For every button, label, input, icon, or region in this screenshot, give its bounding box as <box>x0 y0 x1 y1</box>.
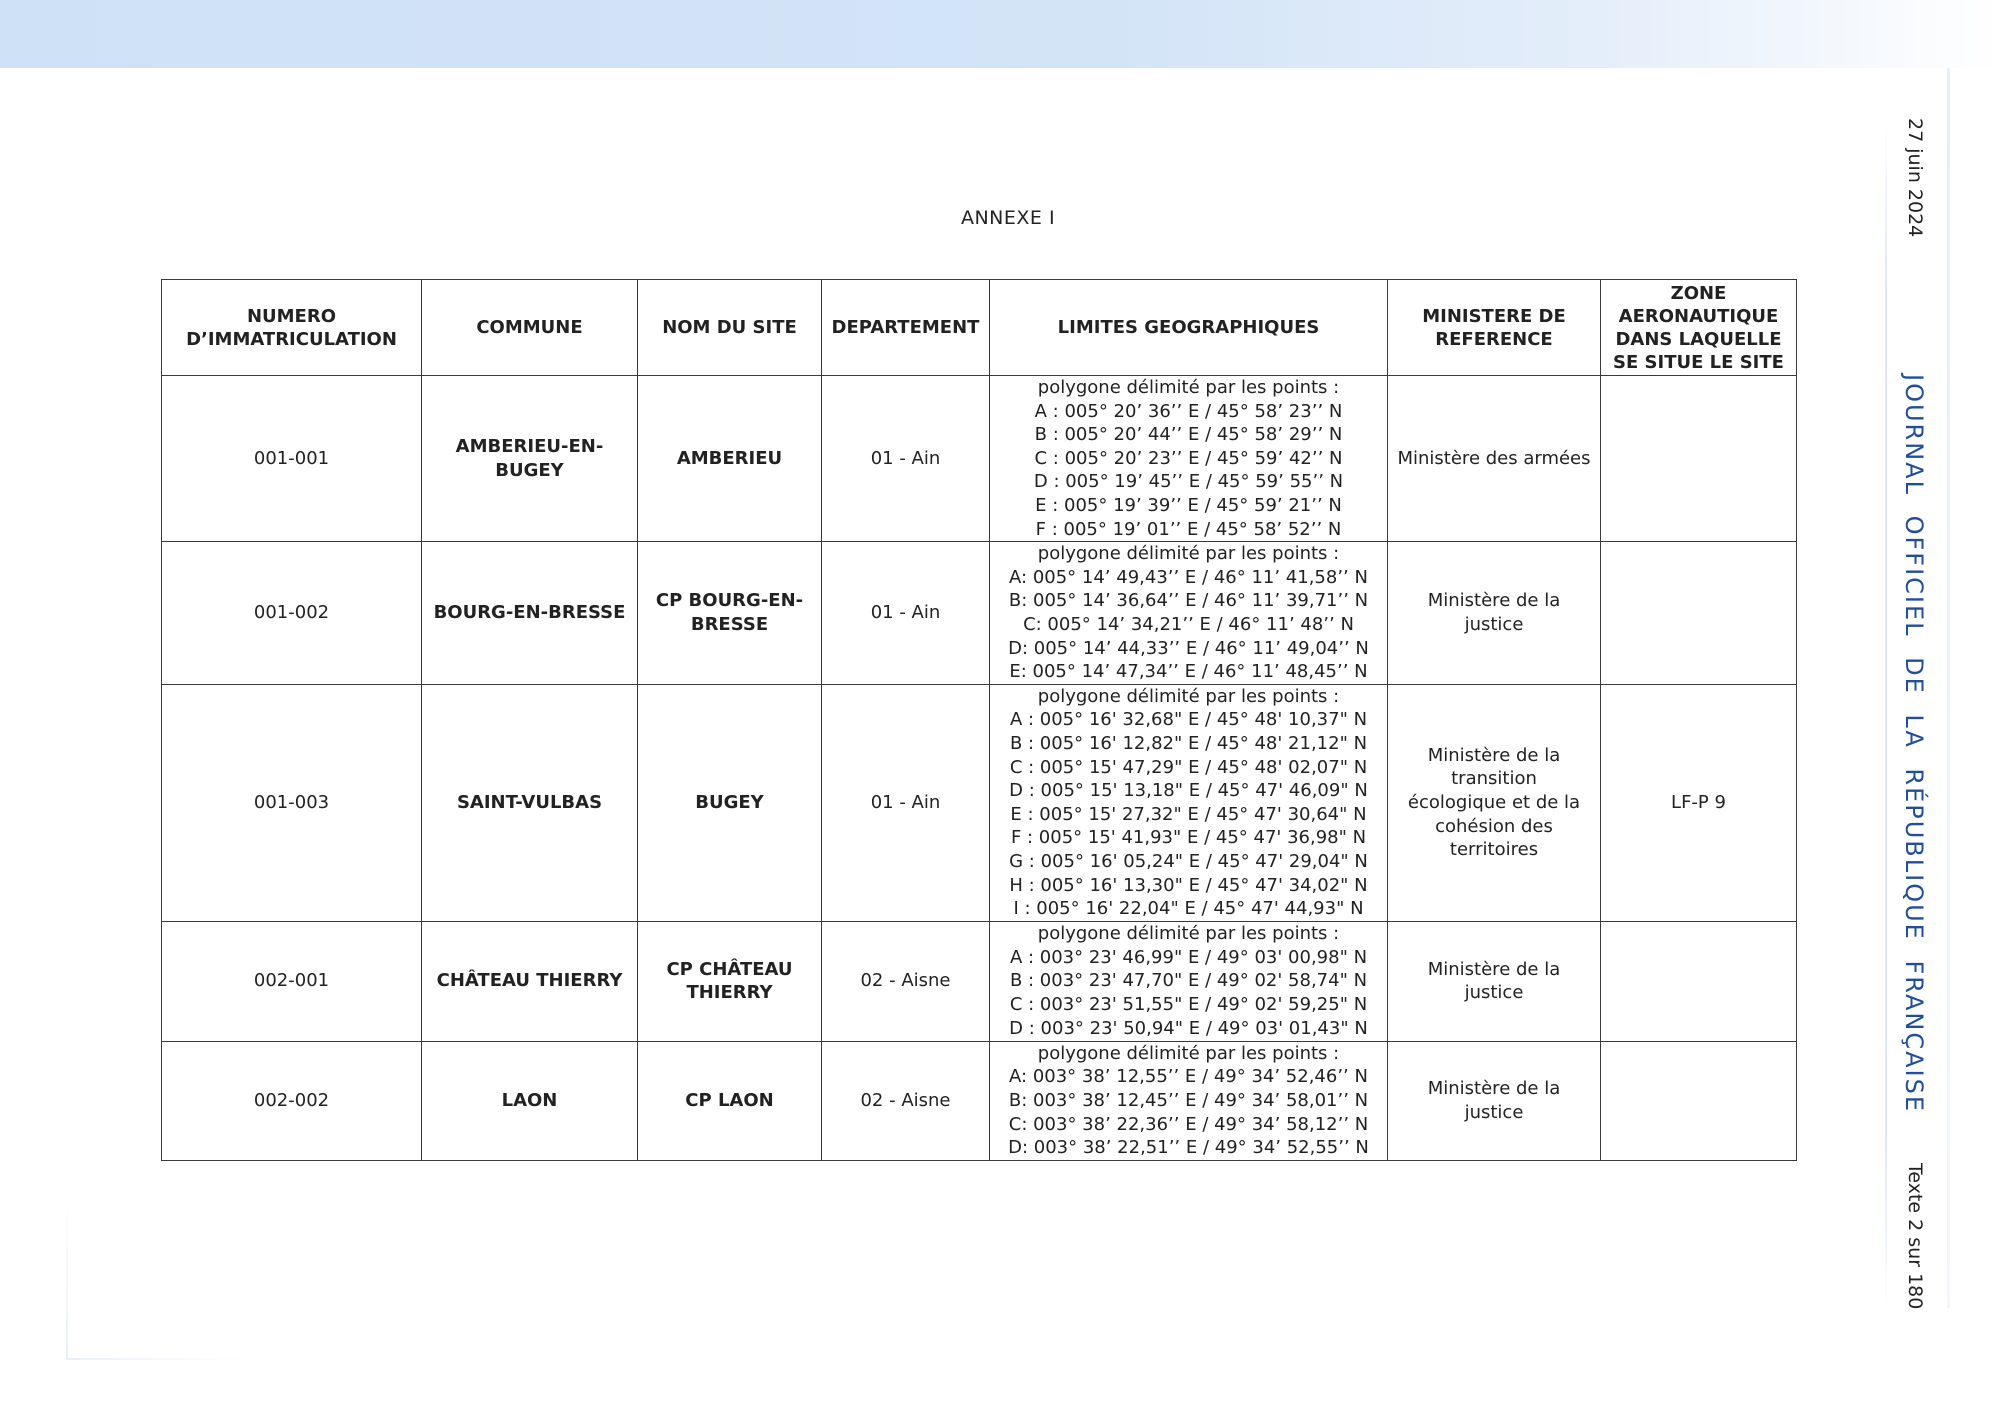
limits-point: D : 005° 19’ 45’’ E / 45° 59’ 55’’ N <box>1033 471 1344 493</box>
limits-point: C: 003° 38’ 22,36’’ E / 49° 34’ 58,12’’ N <box>1008 1113 1369 1135</box>
cell-departement: 01 - Ain <box>822 542 990 685</box>
annex-table <box>161 279 1797 1161</box>
cell-numero: 001-003 <box>162 684 422 921</box>
cell-site: CP CHÂTEAU THIERRY <box>638 921 822 1041</box>
cell-ministere: Ministère de la justice <box>1388 921 1601 1041</box>
limits-point: B : 005° 16' 12,82" E / 45° 48' 21,12" N <box>1009 732 1368 754</box>
cell-ministere: Ministère de la justice <box>1388 1041 1601 1160</box>
limits-point: A : 005° 16' 32,68" E / 45° 48' 10,37" N <box>1009 709 1368 731</box>
cell-departement: 01 - Ain <box>822 684 990 921</box>
top-banner <box>0 0 2000 68</box>
limits-intro: polygone délimité par les points : <box>1037 377 1340 398</box>
cell-site: CP BOURG-EN- BRESSE <box>638 542 822 685</box>
cell-numero: 001-002 <box>162 542 422 685</box>
limits-intro: polygone délimité par les points : <box>1037 1042 1340 1064</box>
header-ministere: MINISTERE DE REFERENCE <box>1388 280 1601 376</box>
table-row <box>162 1041 1797 1160</box>
cell-numero: 001-001 <box>162 376 422 542</box>
header-departement: DEPARTEMENT <box>822 280 990 376</box>
cell-zone <box>1601 1041 1797 1160</box>
limits-point: E: 005° 14’ 47,34’’ E / 46° 11’ 48,45’’ N <box>1009 661 1368 683</box>
limits-point: B : 003° 23' 47,70" E / 49° 02' 58,74" N <box>1009 970 1368 992</box>
limits-point: F : 005° 15' 41,93" E / 45° 47' 36,98" N <box>1010 827 1367 849</box>
cell-numero: 002-001 <box>162 921 422 1041</box>
cell-zone <box>1601 921 1797 1041</box>
cell-limites <box>990 1041 1388 1160</box>
header-site: NOM DU SITE <box>638 280 822 376</box>
limits-point: E : 005° 15' 27,32" E / 45° 47' 30,64" N <box>1010 803 1367 825</box>
table-header-row <box>162 280 1797 376</box>
cell-site: AMBERIEU <box>638 376 822 542</box>
annex-title: ANNEXE I <box>960 207 1056 229</box>
limits-point: D: 005° 14’ 44,33’’ E / 46° 11’ 49,04’’ N <box>1008 637 1369 659</box>
limits-point: E : 005° 19’ 39’’ E / 45° 59’ 21’’ N <box>1035 494 1342 516</box>
limits-point: G : 005° 16' 05,24" E / 45° 47' 29,04" N <box>1009 850 1368 872</box>
header-numero: NUMERO D’IMMATRICULATION <box>162 280 422 376</box>
table-row <box>162 542 1797 685</box>
cell-departement: 02 - Aisne <box>822 921 990 1041</box>
cell-commune: CHÂTEAU THIERRY <box>422 921 638 1041</box>
header-commune: COMMUNE <box>422 280 638 376</box>
publication-date: 27 juin 2024 <box>1904 118 1926 238</box>
limits-point: A: 005° 14’ 49,43’’ E / 46° 11’ 41,58’’ N <box>1009 566 1368 588</box>
limits-point: C : 005° 15' 47,29" E / 45° 48' 02,07" N <box>1009 756 1368 778</box>
cell-ministere: Ministère de la justice <box>1388 542 1601 685</box>
cell-ministere: Ministère des armées <box>1388 376 1601 542</box>
limits-point: I : 005° 16' 22,04" E / 45° 47' 44,93" N <box>1013 898 1364 920</box>
cell-zone <box>1601 542 1797 685</box>
limits-point: D: 003° 38’ 22,51’’ E / 49° 34’ 52,55’’ N <box>1008 1137 1369 1159</box>
sidebar-divider <box>1885 120 1887 1310</box>
text-number: Texte 2 sur 180 <box>1904 1163 1926 1310</box>
cell-zone <box>1601 376 1797 542</box>
cell-commune: LAON <box>422 1041 638 1160</box>
journal-title: JOURNAL OFFICIEL DE LA RÉPUBLIQUE FRANÇAISE <box>1900 374 1928 1113</box>
cell-limites <box>990 684 1388 921</box>
limits-intro: polygone délimité par les points : <box>1037 923 1340 945</box>
limits-point: F : 005° 19’ 01’’ E / 45° 58’ 52’’ N <box>1035 518 1342 540</box>
limits-point: B : 005° 20’ 44’’ E / 45° 58’ 29’’ N <box>1034 424 1343 446</box>
limits-point: C: 005° 14’ 34,21’’ E / 46° 11’ 48’’ N <box>1023 613 1354 635</box>
cell-site: CP LAON <box>638 1041 822 1160</box>
limits-point: A : 003° 23' 46,99" E / 49° 03' 00,98" N <box>1009 946 1368 968</box>
limits-point: H : 005° 16' 13,30" E / 45° 47' 34,02" N <box>1009 874 1368 896</box>
limits-point: C : 003° 23' 51,55" E / 49° 02' 59,25" N <box>1009 994 1368 1016</box>
page-edge <box>1947 68 1950 1308</box>
limits-point: D : 005° 15' 13,18" E / 45° 47' 46,09" N <box>1009 780 1368 802</box>
limits-point: B: 003° 38’ 12,45’’ E / 49° 34’ 58,01’’ N <box>1008 1089 1369 1111</box>
header-limites: LIMITES GEOGRAPHIQUES <box>990 280 1388 376</box>
cell-numero: 002-002 <box>162 1041 422 1160</box>
cell-limites <box>990 921 1388 1041</box>
limits-point: D : 003° 23' 50,94" E / 49° 03' 01,43" N <box>1009 1017 1368 1039</box>
limits-intro: polygone délimité par les points : <box>1037 543 1340 565</box>
limits-point: C : 005° 20’ 23’’ E / 45° 59’ 42’’ N <box>1034 447 1343 469</box>
cell-commune: AMBERIEU-EN- BUGEY <box>422 376 638 542</box>
cell-limites <box>990 376 1388 542</box>
table-row <box>162 684 1797 921</box>
cell-commune: BOURG-EN-BRESSE <box>422 542 638 685</box>
limits-point: B: 005° 14’ 36,64’’ E / 46° 11’ 39,71’’ N <box>1008 590 1369 612</box>
cell-commune: SAINT-VULBAS <box>422 684 638 921</box>
limits-point: A : 005° 20’ 36’’ E / 45° 58’ 23’’ N <box>1034 400 1343 422</box>
limits-intro: polygone délimité par les points : <box>1037 685 1340 707</box>
cell-departement: 02 - Aisne <box>822 1041 990 1160</box>
limits-point: A: 003° 38’ 12,55’’ E / 49° 34’ 52,46’’ N <box>1009 1066 1368 1088</box>
page-edge <box>66 1358 246 1360</box>
cell-site: BUGEY <box>638 684 822 921</box>
table-row <box>162 921 1797 1041</box>
cell-limites <box>990 542 1388 685</box>
page-edge <box>66 1190 68 1360</box>
cell-departement: 01 - Ain <box>822 376 990 542</box>
table-body <box>162 376 1797 1161</box>
header-zone: ZONE AERONAUTIQUE DANS LAQUELLE SE SITUE LE SITE <box>1601 280 1797 376</box>
cell-zone: LF-P 9 <box>1601 684 1797 921</box>
cell-ministere: Ministère de la transition écologique et de la cohésion des territoires <box>1388 684 1601 921</box>
table-row <box>162 376 1797 542</box>
